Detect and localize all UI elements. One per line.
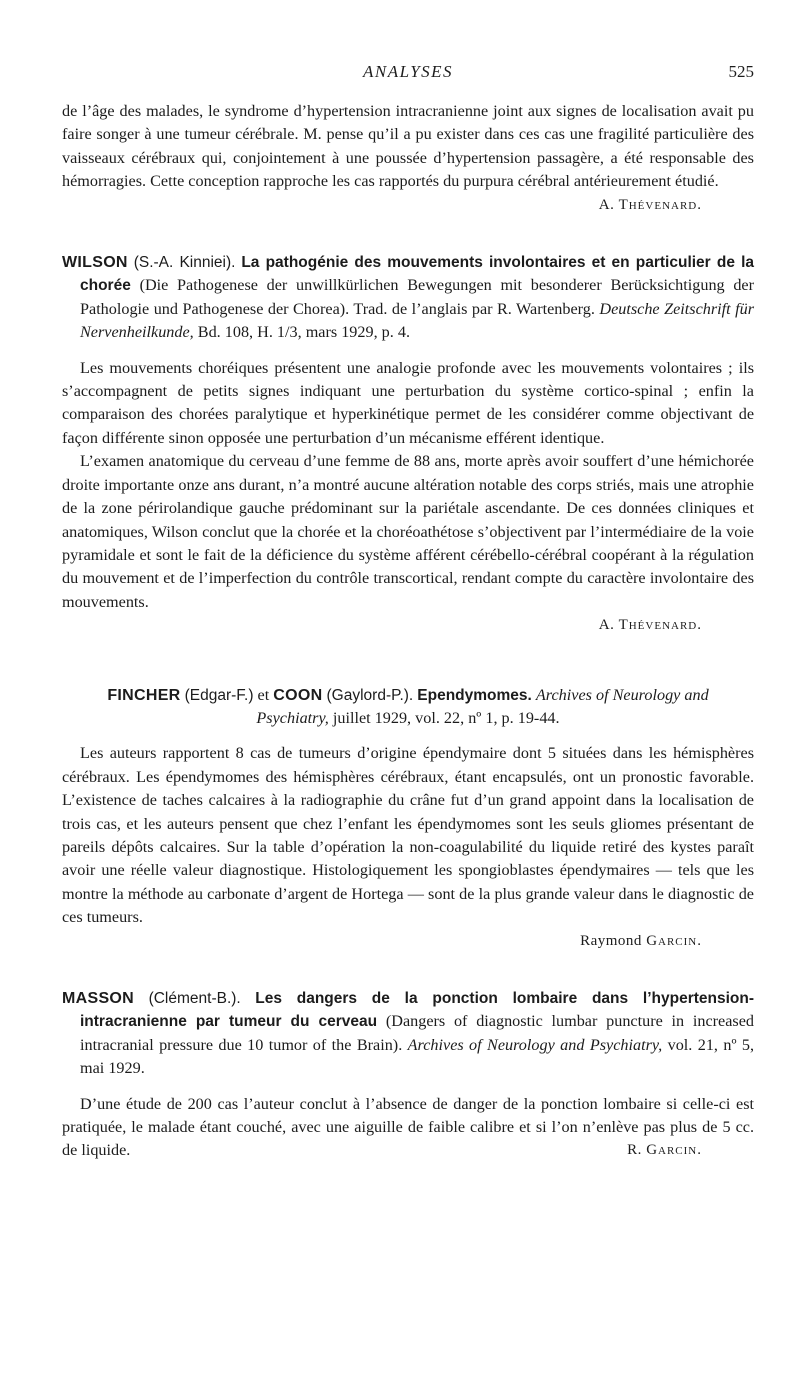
intro-continuation	[62, 100, 754, 217]
signature-initial: Raymond	[580, 932, 642, 949]
review-paragraph	[62, 1093, 754, 1163]
reviewer-signature	[609, 1139, 754, 1162]
second-author-given-name: (Gaylord-P.).	[326, 686, 414, 704]
journal-name: Archives of Neurology and Psychiatry,	[407, 1035, 663, 1054]
second-author-surname: COON	[273, 686, 323, 704]
signature-name: Garcin.	[646, 1142, 702, 1159]
author-surname: MASSON	[62, 990, 135, 1007]
signature-initial: A.	[598, 617, 615, 634]
journal-page	[62, 62, 754, 1163]
journal-name: Deutsche Zeitschrift für Nervenheilkunde,	[80, 299, 755, 342]
article-details: (Dangers of diagnostic lumbar puncture in increased intracranial pressure due 10 tumor of the Brain).	[80, 1012, 754, 1054]
article-title: La pathogénie des mouvements involontaires et en particulier de la chorée	[80, 254, 755, 295]
article-title: Les dangers de la ponction lombaire dans l’hypertension-intracranienne par tumeur du cerveau	[80, 990, 755, 1031]
running-header	[62, 62, 754, 88]
author-surname: WILSON	[62, 254, 128, 272]
citation	[62, 251, 754, 345]
review-wilson	[62, 251, 754, 638]
review-paragraph: Les auteurs rapportent 8 cas de tumeurs d’origine épendymaire dont 5 situées dans les hémisphères cérébraux. Les épendymomes des hémisphères cérébraux, étant encapsulés, ont un pronostic favorable. L’existence de taches calcaires à la radiographie du crâne fut d’un grand appoint dans la localisation de trois cas, et les auteurs pensent que chez l’enfant les épendymomes sont les seuls gliomes présentant de pareils dépôts calcaires. Sur la table d’opération la non-coagulabilité du liquide retiré des kystes paraît avoir une réelle valeur diagnostique. Histologiquement les spongioblastes épendymaires — tels que les montre la méthode au carbonate d’argent de Hortega — sont de la plus grande valeur dans le diagnostic de ces tumeurs.	[62, 744, 754, 927]
journal-reference: juillet 1929, vol. 22, nº 1, p. 19-44.	[332, 708, 560, 727]
signature-initial: A.	[598, 196, 615, 213]
article-title: Ependymomes.	[417, 686, 532, 704]
signature-name: Garcin.	[646, 932, 702, 949]
page-number: 525	[728, 62, 754, 81]
reviewer-signature	[62, 194, 754, 217]
signature-name: Thévenard.	[618, 196, 702, 213]
article-details: (Die Pathogenese der unwillkürlichen Bewegungen mit besonderer Berücksichtigung der Pathologie und Pathogenese der Chorea). Trad. de l’anglais par R. Wartenberg.	[80, 276, 755, 318]
author-given-name: (S.-A. Kinniei).	[133, 254, 236, 272]
signature-name: Thévenard.	[618, 617, 702, 634]
citation	[62, 987, 754, 1081]
signature-initial: R.	[627, 1142, 642, 1159]
journal-name: Archives of Neurology and Psychiatry,	[256, 685, 709, 727]
review-paragraph: Les mouvements choréiques présentent une analogie profonde avec les mouvements volontaires ; ils s’accompagnent de petits signes indiquant une perturbation du système cortico-spinal ; enfin la comparaison des chorées paralytique et hyperkinétique permet de les considérer comme objectivant de façon différente sinon opposée une perturbation d’un mécanisme efférent identique.	[62, 358, 754, 447]
author-given-name: (Clément-B.).	[148, 990, 241, 1007]
review-masson	[62, 987, 754, 1163]
citation	[62, 684, 754, 731]
review-paragraph-text: D’une étude de 200 cas l’auteur conclut à l’absence de danger de la ponction lombaire si celle-ci est pratiquée, le malade étant couché, avec une aiguille de faible calibre et si l’on n’enlève pas plus de 5 cc. de liquide.	[62, 1094, 754, 1160]
journal-reference: Bd. 108, H. 1/3, mars 1929, p. 4.	[197, 323, 410, 342]
author-surname: FINCHER	[107, 686, 181, 704]
author-given-name: (Edgar-F.)	[184, 686, 254, 704]
reviewer-signature	[62, 614, 754, 637]
reviewer-signature	[62, 930, 754, 953]
running-title: ANALYSES	[362, 62, 454, 81]
intro-paragraph: de l’âge des malades, le syndrome d’hypertension intracranienne joint aux signes de localisation avait pu faire songer à une tumeur cérébrale. M. pense qu’il a pu exister dans ces cas une fragilité particulière des vaisseaux cérébraux qui, conjointement à une poussée d’hypertension passagère, a été responsable des hémorragies. Cette conception rapproche les cas rapportés du purpura cérébral antérieurement étudié.	[62, 102, 754, 191]
review-paragraph: L’examen anatomique du cerveau d’une femme de 88 ans, morte après avoir souffert d’une hémichorée droite importante onze ans durant, n’a montré aucune altération notable des corps striés, mais une atrophie de la zone périrolandique gauche prédominant sur la pariétale ascendante. De ces données cliniques et anatomiques, Wilson conclut que la chorée et la choréoathétose s’objectivent par l’intermédiaire de la voie pyramidale et sont le fait de la déficience du système afférent cérébello-cérébral coopérant à la régulation du mouvement et de l’imperfection du contrôle transcortical, rendant compte du caractère involontaire des mouvements.	[62, 452, 754, 611]
journal-reference: vol. 21, nº 5, mai 1929.	[80, 1035, 754, 1078]
review-fincher-coon	[62, 684, 754, 953]
author-conjunction: et	[257, 685, 270, 704]
